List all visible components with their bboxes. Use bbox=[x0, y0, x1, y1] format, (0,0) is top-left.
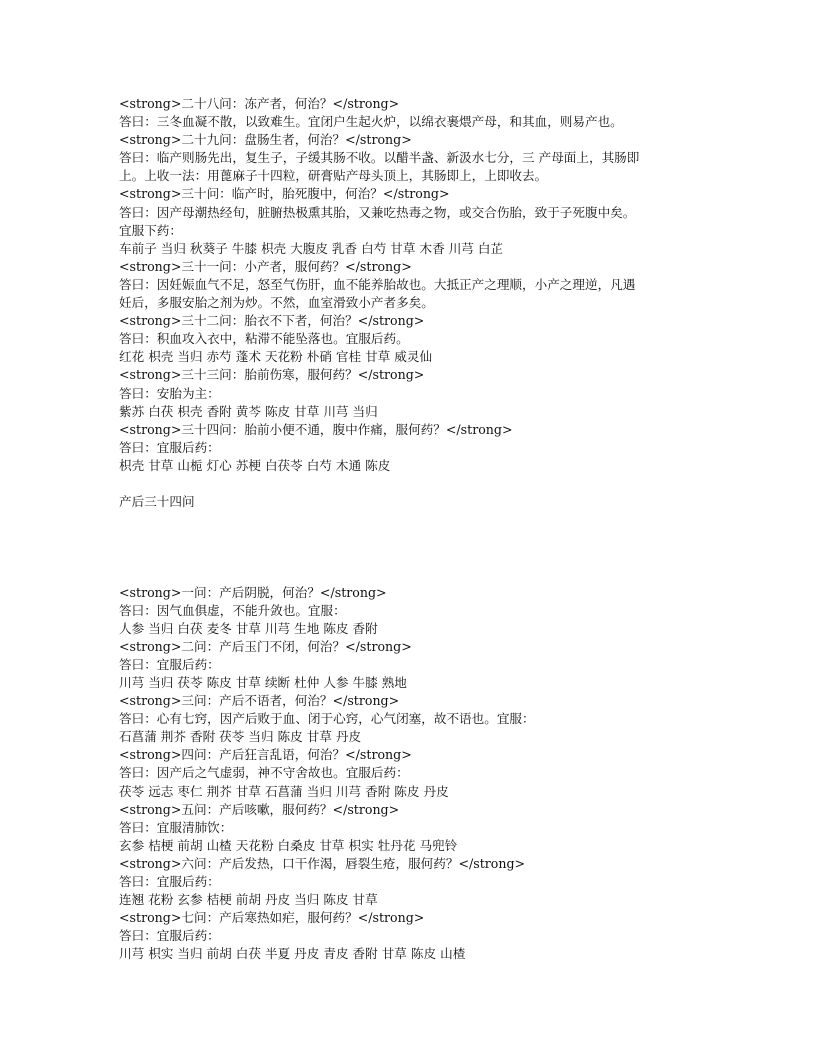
text-line: 答曰：宜服后药： bbox=[119, 439, 220, 455]
text-line: 答曰：因妊娠血气不足，怒至气伤肝，血不能养胎故也。大抵正产之理顺，小产之理逆，凡遇 bbox=[119, 276, 636, 292]
text-line: <strong>三十一问：小产者，服何药？</strong> bbox=[119, 258, 412, 274]
text-line: 红花 枳壳 当归 赤芍 蓬术 天花粉 朴硝 官桂 甘草 威灵仙 bbox=[119, 349, 433, 365]
text-line: 玄参 桔梗 前胡 山楂 天花粉 白桑皮 甘草 枳实 牡丹花 马兜铃 bbox=[119, 837, 458, 853]
text-line: 紫苏 白茯 枳壳 香附 黄芩 陈皮 甘草 川芎 当归 bbox=[119, 403, 378, 419]
text-line: 石菖蒲 荆芥 香附 茯苓 当归 陈皮 甘草 丹皮 bbox=[119, 729, 362, 745]
text-line: 答曰：临产则肠先出，复生子，子缓其肠不收。以醋半盏、新汲水七分，三 产母面上，其肠即 bbox=[119, 150, 640, 166]
text-line: <strong>一问：产后阴脱，何治？</strong> bbox=[119, 584, 387, 600]
text-line: 川芎 枳实 当归 前胡 白茯 半夏 丹皮 青皮 香附 甘草 陈皮 山楂 bbox=[119, 946, 466, 962]
text-line: 妊后，多服安胎之剂为炒。不然，血室滑致小产者多矣。 bbox=[119, 295, 434, 311]
text-line: <strong>三十三问：胎前伤寒，服何药？</strong> bbox=[119, 367, 425, 383]
document-page bbox=[119, 95, 719, 964]
text-line: <strong>七问：产后寒热如疟，服何药？</strong> bbox=[119, 910, 425, 926]
text-line: 答曰：安胎为主： bbox=[119, 385, 220, 401]
text-line: 答曰：因产后之气虚弱，神不守舍故也。宜服后药： bbox=[119, 765, 409, 781]
text-line: 答曰：宜服后药： bbox=[119, 656, 220, 672]
part2-block bbox=[119, 584, 719, 964]
text-line: 答曰：心有七窍，因产后败于血、闭于心窍，心气闭塞，故不语也。宜服： bbox=[119, 711, 535, 727]
text-line: 连翘 花粉 玄参 桔梗 前胡 丹皮 当归 陈皮 甘草 bbox=[119, 892, 378, 908]
text-line: 宜服下药： bbox=[119, 222, 182, 238]
text-line: 上。上收一法：用蓖麻子十四粒，研膏贴产母头顶上，其肠即上，上即收去。 bbox=[119, 168, 548, 184]
text-line: <strong>五问：产后咳嗽，服何药？</strong> bbox=[119, 801, 400, 817]
text-line: 答曰：因产母潮热经旬，脏腑热极熏其胎，又兼吃热毒之物，或交合伤胎，致于子死腹中矣。 bbox=[119, 204, 636, 220]
text-line: <strong>三十二问：胎衣不下者，何治？</strong> bbox=[119, 313, 425, 329]
text-line: 答曰：宜服清肺饮： bbox=[119, 819, 233, 835]
text-line: 答曰：因气血俱虚，不能升敛也。宜服： bbox=[119, 602, 346, 618]
blank-line bbox=[119, 475, 719, 493]
text-line: 人参 当归 白茯 麦冬 甘草 川芎 生地 陈皮 香附 bbox=[119, 620, 378, 636]
blank-line bbox=[119, 529, 719, 547]
blank-line bbox=[119, 565, 719, 583]
text-line: 川芎 当归 茯苓 陈皮 甘草 续断 杜仲 人参 牛膝 熟地 bbox=[119, 675, 407, 690]
text-line: 车前子 当归 秋葵子 牛膝 枳壳 大腹皮 乳香 白芍 甘草 木香 川芎 白芷 bbox=[119, 240, 504, 256]
text-line: <strong>二问：产后玉门不闭，何治？</strong> bbox=[119, 638, 412, 654]
text-line: <strong>三问：产后不语者，何治？</strong> bbox=[119, 693, 400, 709]
text-line: 枳壳 甘草 山栀 灯心 苏梗 白茯苓 白芍 木通 陈皮 bbox=[119, 457, 391, 473]
part1-block bbox=[119, 95, 719, 475]
text-line: 答曰：宜服后药： bbox=[119, 874, 220, 890]
text-line: <strong>四问：产后狂言乱语，何治？</strong> bbox=[119, 747, 412, 763]
text-line: <strong>三十四问：胎前小便不通，腹中作痛，服何药？</strong> bbox=[119, 421, 513, 437]
text-line: 答曰：积血攻入衣中，粘滞不能坠落也。宜服后药。 bbox=[119, 331, 409, 347]
text-line: 答曰：三冬血凝不散，以致难生。宜闭户生起火炉，以绵衣裹煨产母，和其血，则易产也。 bbox=[119, 114, 623, 130]
text-line: 茯苓 远志 枣仁 荆芥 甘草 石菖蒲 当归 川芎 香附 陈皮 丹皮 bbox=[119, 783, 449, 799]
text-line: <strong>二十九问：盘肠生者，何治？</strong> bbox=[119, 132, 412, 148]
section-title: 产后三十四问 bbox=[119, 494, 195, 510]
text-line: <strong>二十八问：冻产者，何治？</strong> bbox=[119, 96, 400, 111]
blank-line bbox=[119, 511, 719, 529]
text-line: <strong>三十问：临产时，胎死腹中，何治？</strong> bbox=[119, 186, 450, 202]
text-line: <strong>六问：产后发热，口干作渴，唇裂生疮，服何药？</strong> bbox=[119, 855, 526, 871]
text-line: 答曰：宜服后药： bbox=[119, 928, 220, 944]
blank-line bbox=[119, 547, 719, 565]
